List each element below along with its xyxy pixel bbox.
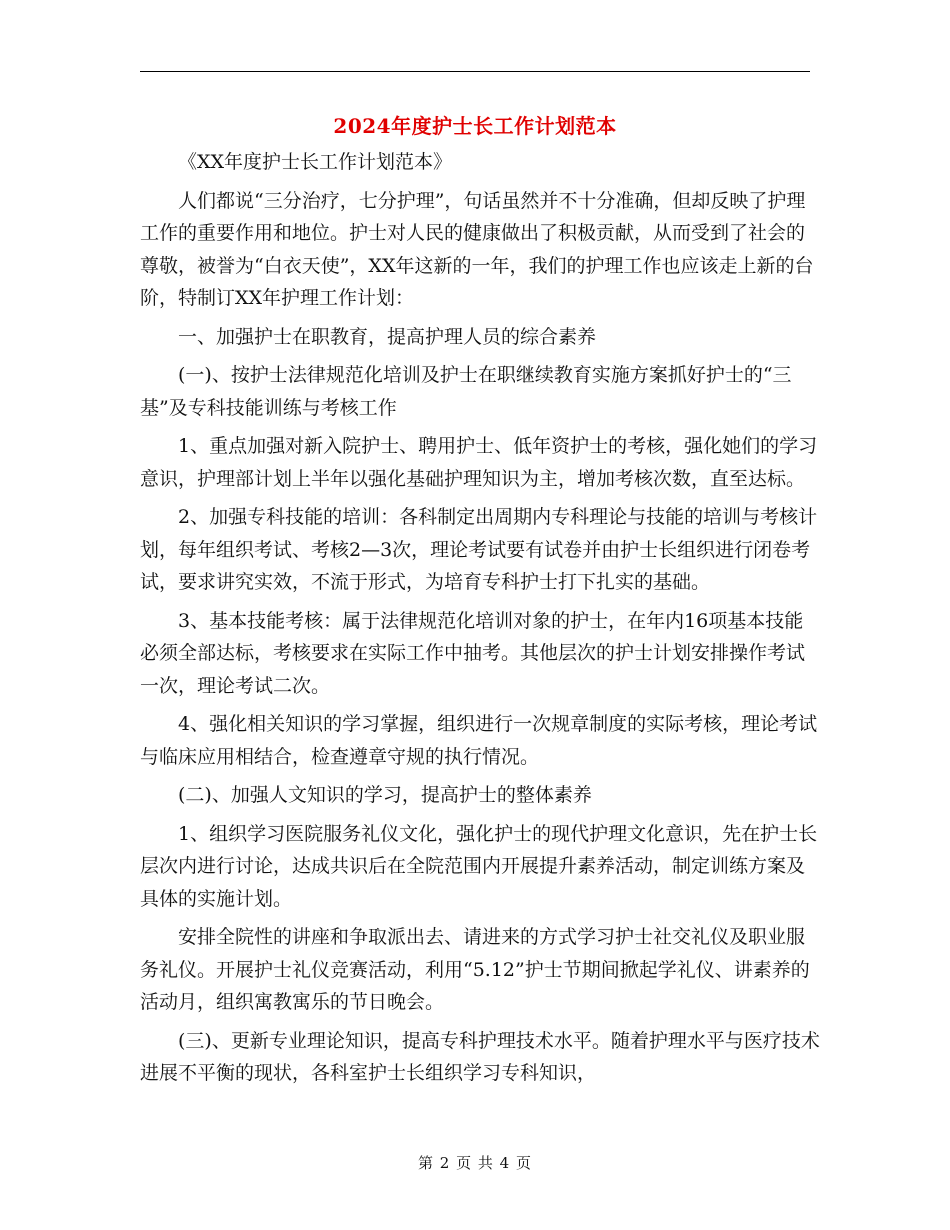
paragraph-intro: 人们都说“三分治疗，七分护理”，句话虽然并不十分准确，但却反映了护理工作的重要作用和地位。护士对人民的健康做出了积极贡献，从而受到了社会的尊敬，被誉为“白衣天使”，XX年这新的一年，我们的护理工作也应该走上新的台阶，特制订XX年护理工作计划： [140, 189, 814, 309]
header-rule [140, 71, 810, 72]
subsection-heading-2: (二)、加强人文知识的学习，提高护士的整体素养 [178, 784, 592, 806]
paragraph-item-4: 4、强化相关知识的学习掌握，组织进行一次规章制度的实际考核，理论考试与临床应用相结合，检查遵章守规的执行情况。 [140, 713, 818, 768]
paragraph-item-2: 2、加强专科技能的培训：各科制定出周期内专科理论与技能的培训与考核计划，每年组织考试、考核2—3次，理论考试要有试卷并由护士长组织进行闭卷考试，要求讲究实效，不流于形式，为培育专科护士打下扎实的基础。 [140, 506, 818, 593]
paragraph-etiquette: 安排全院性的讲座和争取派出去、请进来的方式学习护士社交礼仪及职业服务礼仪。开展护士礼仪竞赛活动，利用“5.12”护士节期间掀起学礼仪、讲素养的活动月，组织寓教寓乐的节日晚会。 [140, 926, 810, 1013]
subsection-heading-3: (三)、更新专业理论知识，提高专科护理技术水平。随着护理水平与医疗技术进展不平衡的现状，各科室护士长组织学习专科知识， [140, 1029, 820, 1084]
section-heading-1: 一、加强护士在职教育，提高护理人员的综合素养 [178, 325, 597, 348]
paragraph-subtitle: 《XX年度护士长工作计划范本》 [178, 151, 453, 173]
page-footer: 第 2 页 共 4 页 [418, 1154, 532, 1172]
document-title: 2024年度护士长工作计划范本 [333, 114, 617, 138]
paragraph-item-1: 1、重点加强对新入院护士、聘用护士、低年资护士的考核，强化她们的学习意识，护理部计划上半年以强化基础护理知识为主，增加考核次数，直至达标。 [140, 435, 818, 490]
subsection-heading-1: (一)、按护士法律规范化培训及护士在职继续教育实施方案抓好护士的“三基”及专科技能训练与考核工作 [140, 364, 792, 419]
document-body [140, 146, 820, 1096]
paragraph-item-5: 1、组织学习医院服务礼仪文化，强化护士的现代护理文化意识，先在护士长层次内进行讨论，达成共识后在全院范围内开展提升素养活动，制定训练方案及具体的实施计划。 [140, 822, 818, 910]
paragraph-item-3: 3、基本技能考核：属于法律规范化培训对象的护士，在年内16项基本技能必须全部达标，考核要求在实际工作中抽考。其他层次的护士计划安排操作考试一次，理论考试二次。 [140, 609, 806, 697]
